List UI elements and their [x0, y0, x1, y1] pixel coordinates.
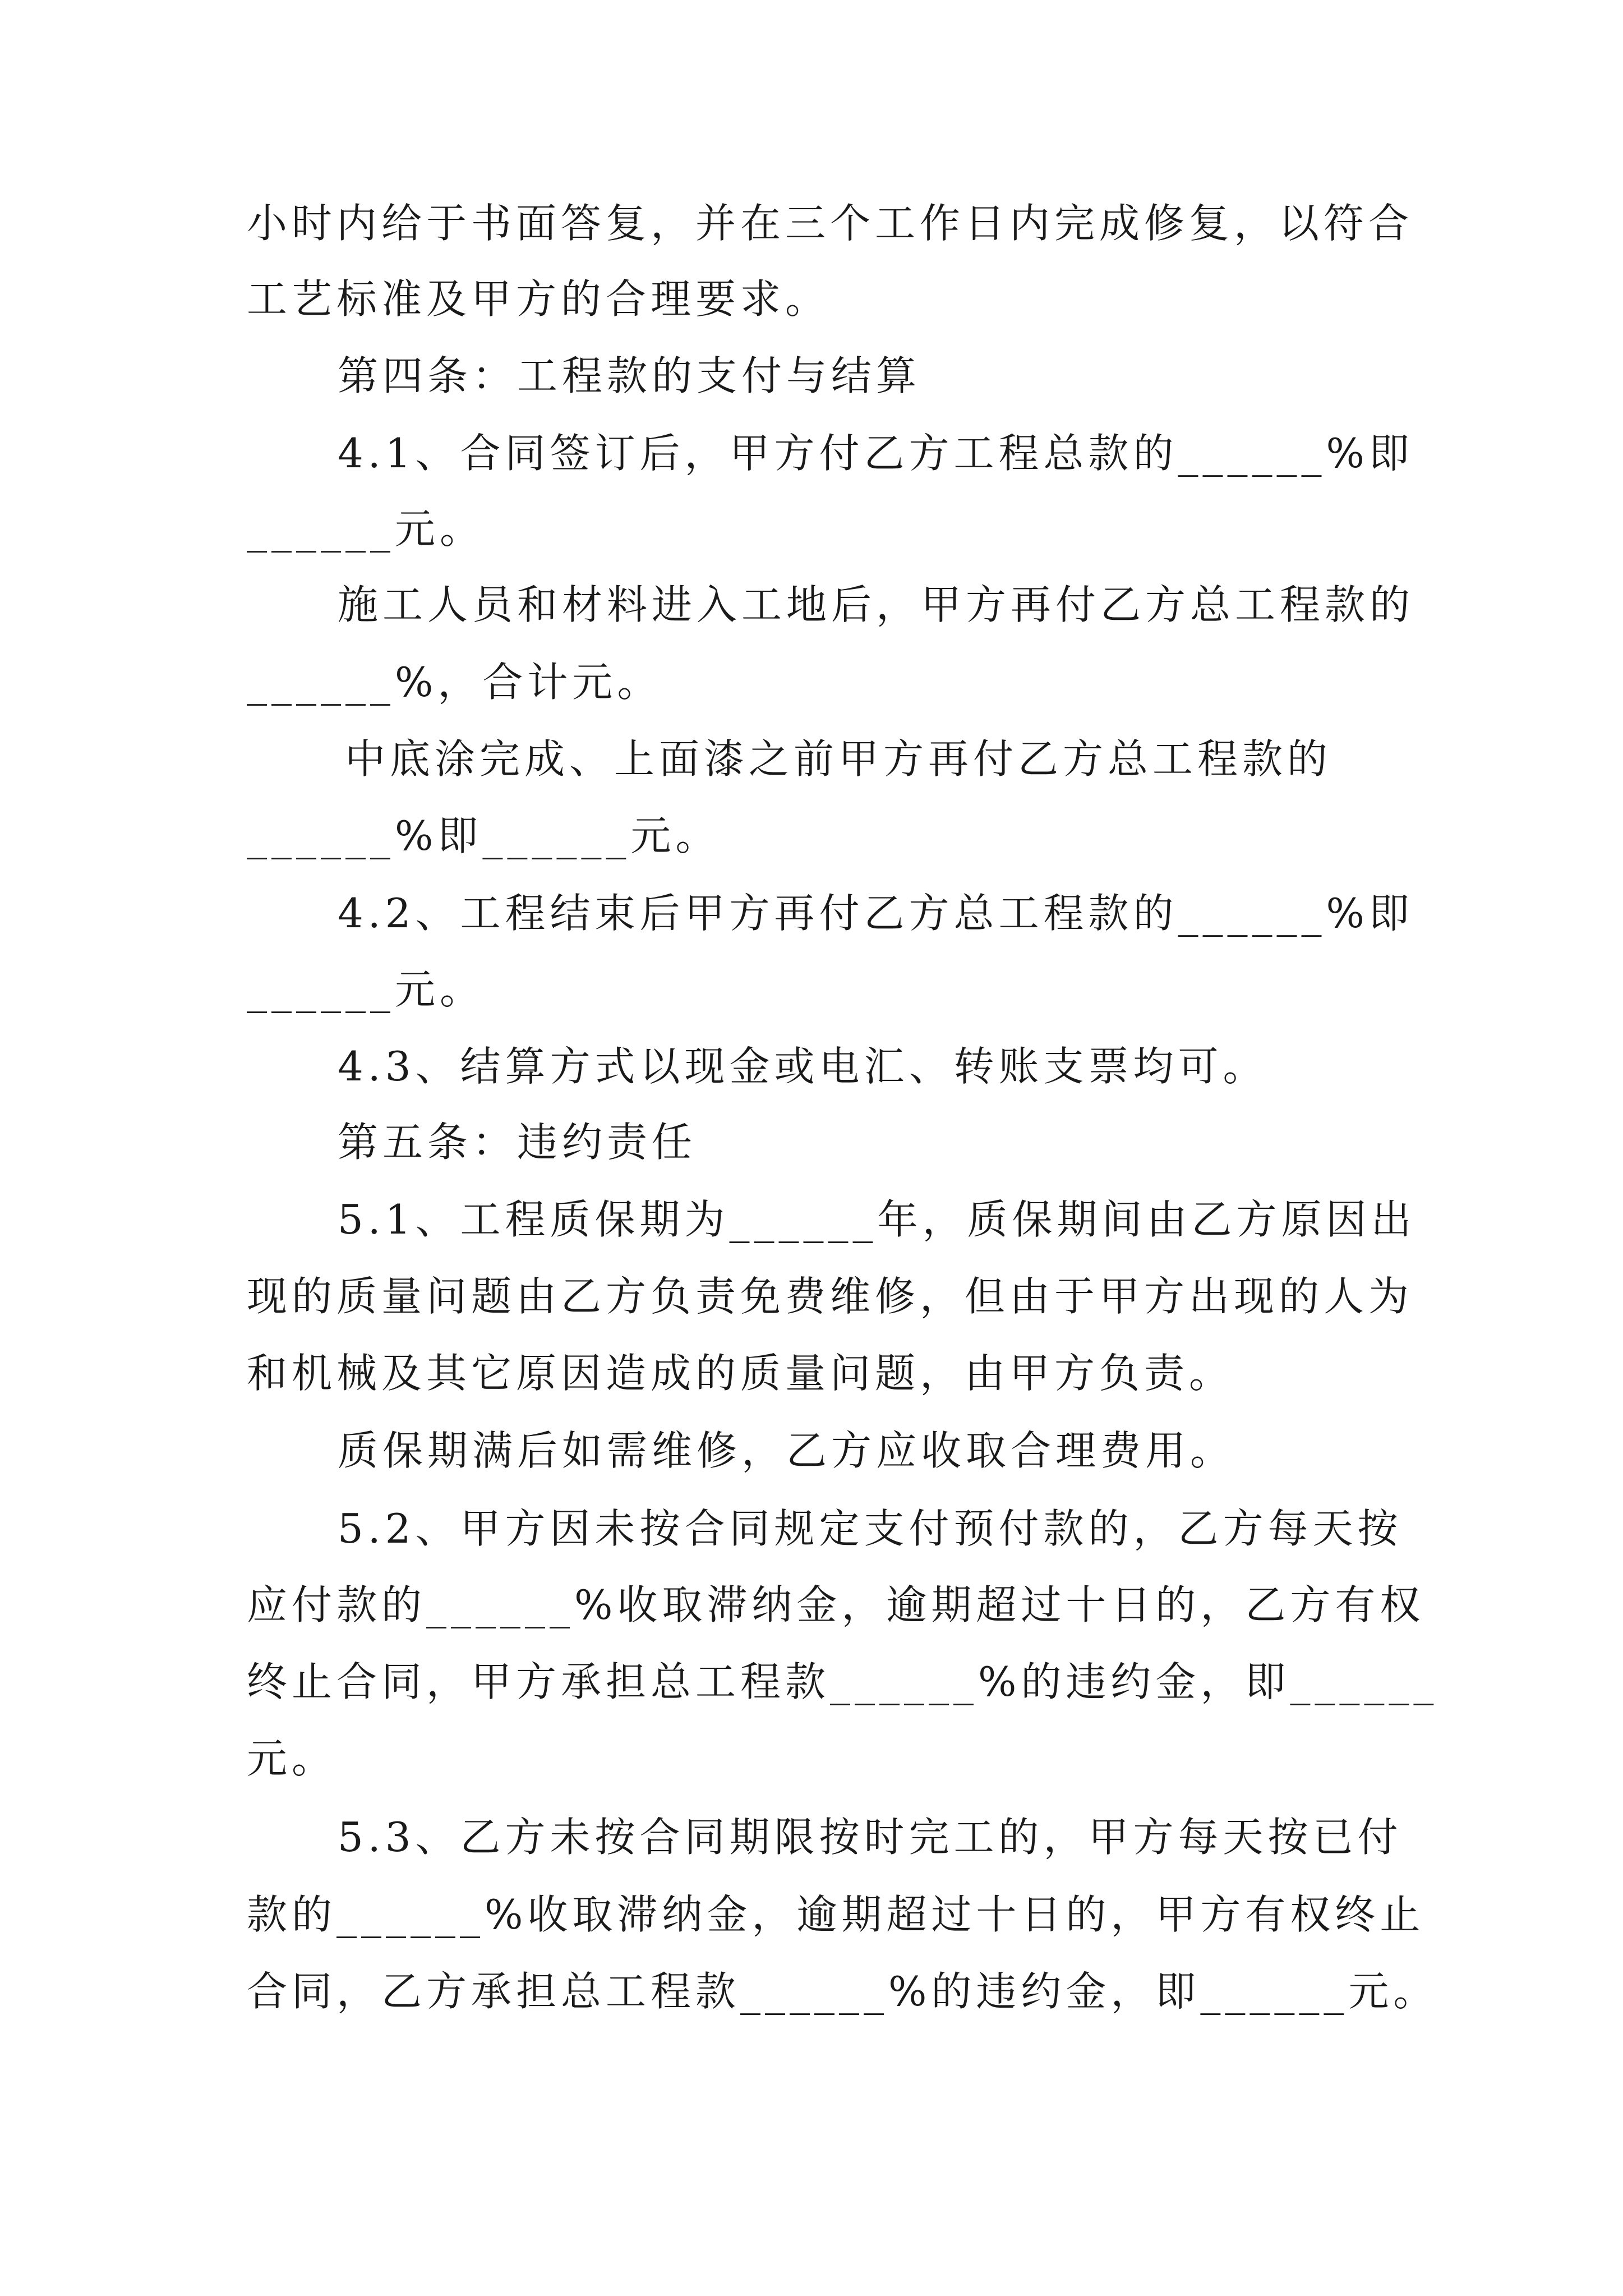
- paragraph-line: 和机械及其它原因造成的质量问题，由甲方负责。: [247, 1350, 1234, 1397]
- paragraph-line: ______元。: [247, 505, 485, 553]
- paragraph-line: 应付款的______%收取滞纳金，逾期超过十日的，乙方有权: [247, 1581, 1425, 1628]
- paragraph-line: ______元。: [247, 966, 485, 1013]
- paragraph-line: 合同，乙方承担总工程款______%的违约金，即______元。: [247, 1968, 1438, 2015]
- clause-line: 4.1、合同签订后，甲方付乙方工程总款的______%即: [338, 430, 1414, 477]
- paragraph-line: ______%，合计元。: [247, 659, 662, 706]
- paragraph-line: 质保期满后如需维修，乙方应收取合理费用。: [338, 1427, 1235, 1474]
- section-heading: 第四条：工程款的支付与结算: [338, 352, 921, 399]
- paragraph-line: 工艺标准及甲方的合理要求。: [247, 275, 831, 323]
- clause-line: 5.1、工程质保期为______年，质保期间由乙方原因出: [338, 1196, 1416, 1243]
- clause-line: 4.3、结算方式以现金或电汇、转账支票均可。: [338, 1043, 1268, 1090]
- paragraph-line: 元。: [247, 1735, 337, 1782]
- paragraph-line: 款的______%收取滞纳金，逾期超过十日的，甲方有权终止: [247, 1891, 1425, 1938]
- clause-line: 5.3、乙方未按合同期限按时完工的，甲方每天按已付: [338, 1814, 1403, 1861]
- paragraph-line: 终止合同，甲方承担总工程款______%的违约金，即______: [247, 1658, 1438, 1705]
- section-heading: 第五条：违约责任: [338, 1119, 697, 1166]
- paragraph-line: ______%即______元。: [247, 812, 721, 859]
- clause-line: 5.2、甲方因未按合同规定支付预付款的，乙方每天按: [338, 1505, 1403, 1552]
- paragraph-line: 小时内给于书面答复，并在三个工作日内完成修复，以符合: [247, 200, 1414, 247]
- paragraph-line: 施工人员和材料进入工地后，甲方再付乙方总工程款的: [338, 581, 1415, 628]
- clause-line: 4.2、工程结束后甲方再付乙方总工程款的______%即: [338, 890, 1414, 937]
- paragraph-line: 中底涂完成、上面漆之前甲方再付乙方总工程款的: [345, 735, 1332, 783]
- paragraph-line: 现的质量问题由乙方负责免费维修，但由于甲方出现的人为: [247, 1273, 1414, 1320]
